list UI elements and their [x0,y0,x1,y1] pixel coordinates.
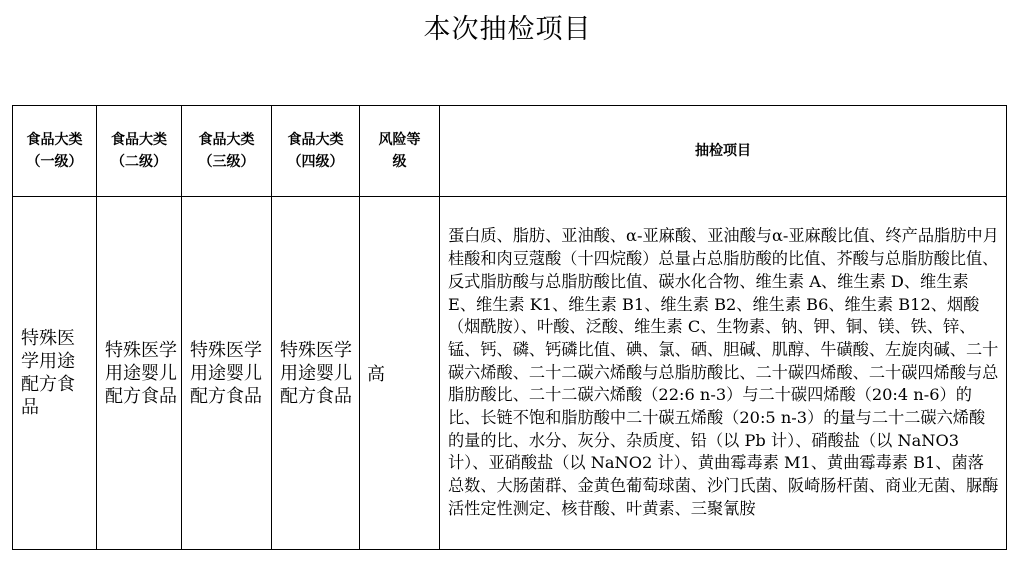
header-level4 [272,106,360,197]
header-level2-line2: （二级） [111,154,167,170]
header-level1-line1: 食品大类 [26,132,83,148]
header-level3-line1: 食品大类 [198,132,255,148]
cell-level4: 特殊医学用途婴儿配方食品 [272,197,360,550]
inspection-items-text: 蛋白质、脂肪、亚油酸、α-亚麻酸、亚油酸与α-亚麻酸比值、终产品脂肪中月桂酸和肉豆蔻酸（十四烷酸）总量占总脂肪酸的比值、芥酸与总脂肪酸比值、反式脂肪酸与总脂肪酸比值、碳水化合物、维生素 A、维生素 D、维生素 E、维生素 K1、维生素 B1、维生素 B2、维生素 B6、维生素 B12、烟酸（烟酰胺）、叶酸、泛酸、维生素 C、生物素、钠、钾、铜、镁、铁、锌、锰、钙、磷、钙磷比值、碘、氯、硒、胆碱、肌醇、牛磺酸、左旋肉碱、二十碳六烯酸、二十二碳六烯酸与总脂肪酸比、二十碳四烯酸、二十碳四烯酸与总脂肪酸比、二十二碳六烯酸（22:6 n-3）与二十碳四烯酸（20:4 n-6）的比、长链不饱和脂肪酸中二十碳五烯酸（20:5 n-3）的量与二十二碳六烯酸的量的比、水分、灰分、杂质度、铅（以 Pb 计）、硝酸盐（以 NaNO3 计）、亚硝酸盐（以 NaNO2 计）、黄曲霉毒素 M1、黄曲霉毒素 B1、菌落总数、大肠菌群、金黄色葡萄球菌、沙门氏菌、阪崎肠杆菌、商业无菌、脲酶活性定性测定、核苷酸、叶黄素、三聚氰胺 [448,226,999,518]
header-level3 [182,106,272,197]
cell-level2: 特殊医学用途婴儿配方食品 [97,197,182,550]
table-header-row [13,106,1007,197]
cell-level3: 特殊医学用途婴儿配方食品 [182,197,272,550]
inspection-table [12,105,1007,550]
page-title: 本次抽检项目 [423,14,592,45]
table-row [13,197,1007,550]
header-level1 [13,106,97,197]
header-level4-line1: 食品大类 [287,132,344,148]
header-items [440,106,1007,197]
header-risk [360,106,440,197]
header-items-label: 抽检项目 [695,143,751,159]
header-level2-line1: 食品大类 [111,132,167,148]
header-level3-line2: （三级） [198,154,255,170]
header-level1-line2: （一级） [26,154,83,170]
header-risk-line1: 风险等 [378,132,421,148]
cell-level1: 特殊医学用途配方食品 [13,197,97,550]
header-level4-line2: （四级） [287,154,344,170]
header-risk-line2: 级 [392,154,407,170]
cell-inspection-items [440,197,1007,550]
cell-risk-level: 高 [360,197,440,550]
header-level2 [97,106,182,197]
